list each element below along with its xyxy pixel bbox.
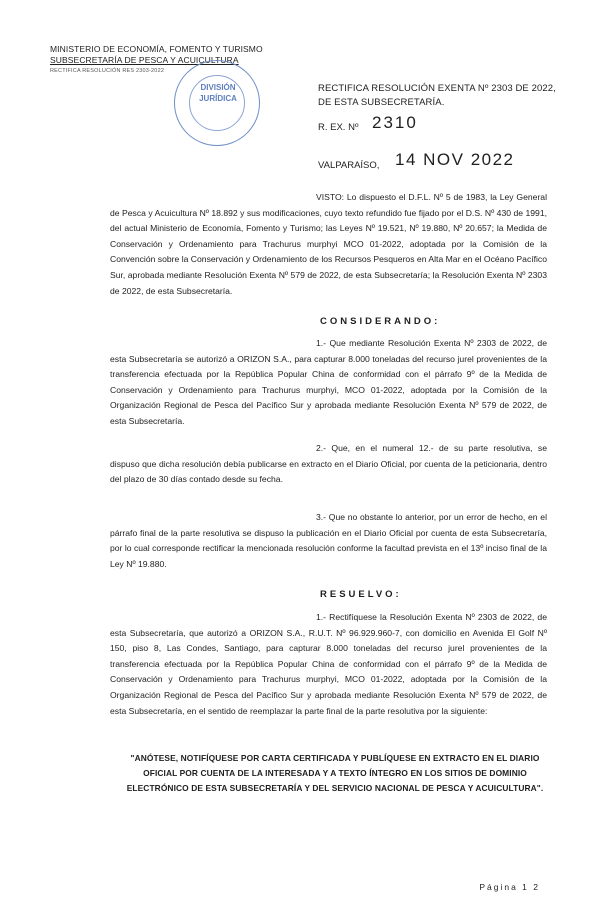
visto-paragraph: VISTO: Lo dispuesto el D.F.L. Nº 5 de 1983, la Ley General de Pesca y Acuicultura Nº 18.892 y sus modificaciones, cuyo texto refundido fue fijado por el D.S. Nº 430 de 1991, del actual Ministerio de Economía, Fomento y Turismo; las Leyes Nº 19.521, Nº 19.880, Nº 20.657; la Medida de Conservación y Ordenamiento para Trachurus murphyi MCO 01-2022, adoptada por la Comisión de la Convención sobre la Conservación y Ordenamiento de los Recursos Pesqueros en Alta Mar en el Océano Pacífico Sur, aprobada mediante Resolución Exenta Nº 579 de 2022, de esta Subsecretaría; la Resolución Exenta Nº 2303 de 2022, de esta Subsecretaría. xyxy=(110,192,547,296)
resuelvo-item: 1.- Rectifíquese la Resolución Exenta Nº 2303 de 2022, de esta Subsecretaría, que autorizó a ORIZON S.A., R.U.T. Nº 96.929.960-7, con domicilio en Avenida El Golf Nº 150, piso 8, Las Condes, Santiago, para capturar 8.000 toneladas del recurso jurel provenientes de la transferencia efectuada por la República Popular China de conformidad con el párrafo 9º de la Medida de Conservación y Ordenamiento para Trachurus murphyi, MCO 01-2022, adoptada por la Comisión de la Organización Regional de Pesca del Pacífico Sur y aprobada mediante Resolución Exenta Nº 579 de 2022, de esta Subsecretaría, en el sentido de reemplazar la parte final de la parte resolutiva por la siguiente: xyxy=(110,612,547,716)
considerando-item: 2.- Que, en el numeral 12.- de su parte resolutiva, se dispuso que dicha resolución debía publicarse en extracto en el Diario Oficial, por cuenta de la peticionaria, dentro del plazo de 30 días contado desde su fecha. xyxy=(110,443,547,485)
considerando-item: 3.- Que no obstante lo anterior, por un error de hecho, en el párrafo final de la parte resolutiva se dispuso la publicación en el Diario Oficial por cuenta de esta Subsecretaría, por lo cual corresponde rectificar la mencionada resolución conforme la facultad prevista en el 13º inciso final de la Ley Nº 19.880. xyxy=(110,512,547,569)
stamp-line-1: DIVISIÓN xyxy=(200,83,236,92)
page-number: Página 1 2 xyxy=(479,882,540,892)
resolution-subject xyxy=(318,82,556,110)
subject-line-1: RECTIFICA RESOLUCIÓN EXENTA Nº 2303 DE 2022, xyxy=(318,83,556,94)
quoted-text: "ANÓTESE, NOTIFÍQUESE POR CARTA CERTIFICADA Y PUBLÍQUESE EN EXTRACTO EN EL DIARIO OFICIAL POR CUENTA DE LA INTERESADA Y A TEXTO ÍNTEGRO EN LOS SITIOS DE DOMINIO ELECTRÓNICO DE ESTA SUBSECRETARÍA Y DEL SERVICIO NACIONAL DE PESCA Y ACUICULTURA". xyxy=(126,753,544,793)
resuelvo-heading: RESUELVO: xyxy=(320,589,402,600)
resolution-label: R. EX. Nº xyxy=(318,122,359,133)
subsecretaria-name: SUBSECRETARÍA DE PESCA Y ACUICULTURA xyxy=(50,55,239,65)
resolution-number: 2310 xyxy=(372,113,418,132)
ministry-name: MINISTERIO DE ECONOMÍA, FOMENTO Y TURISMO xyxy=(50,44,263,54)
considerando-heading: CONSIDERANDO: xyxy=(320,316,441,327)
considerando-item: 1.- Que mediante Resolución Exenta Nº 2303 de 2022, de esta Subsecretaría se autorizó a ORIZON S.A., para capturar 8.000 toneladas del recurso jurel provenientes de la transferencia efectuada por la República Popular China de conformidad con el párrafo 9º de la Medida de Conservación y Ordenamiento para Trachurus murphyi, MCO 01-2022, adoptada por la Comisión de la Organización Regional de Pesca del Pacífico Sur y aprobada mediante Resolución Exenta Nº 579 de 2022, de esta Subsecretaría. xyxy=(110,338,547,426)
place: VALPARAÍSO, xyxy=(318,160,380,171)
small-reference: RECTIFICA RESOLUCIÓN RES 2303-2022 xyxy=(50,68,165,74)
date-stamp: 14 NOV 2022 xyxy=(395,150,515,169)
division-juridica-stamp xyxy=(174,60,260,146)
subject-line-2: DE ESTA SUBSECRETARÍA. xyxy=(318,97,445,108)
stamp-line-2: JURÍDICA xyxy=(199,94,237,103)
